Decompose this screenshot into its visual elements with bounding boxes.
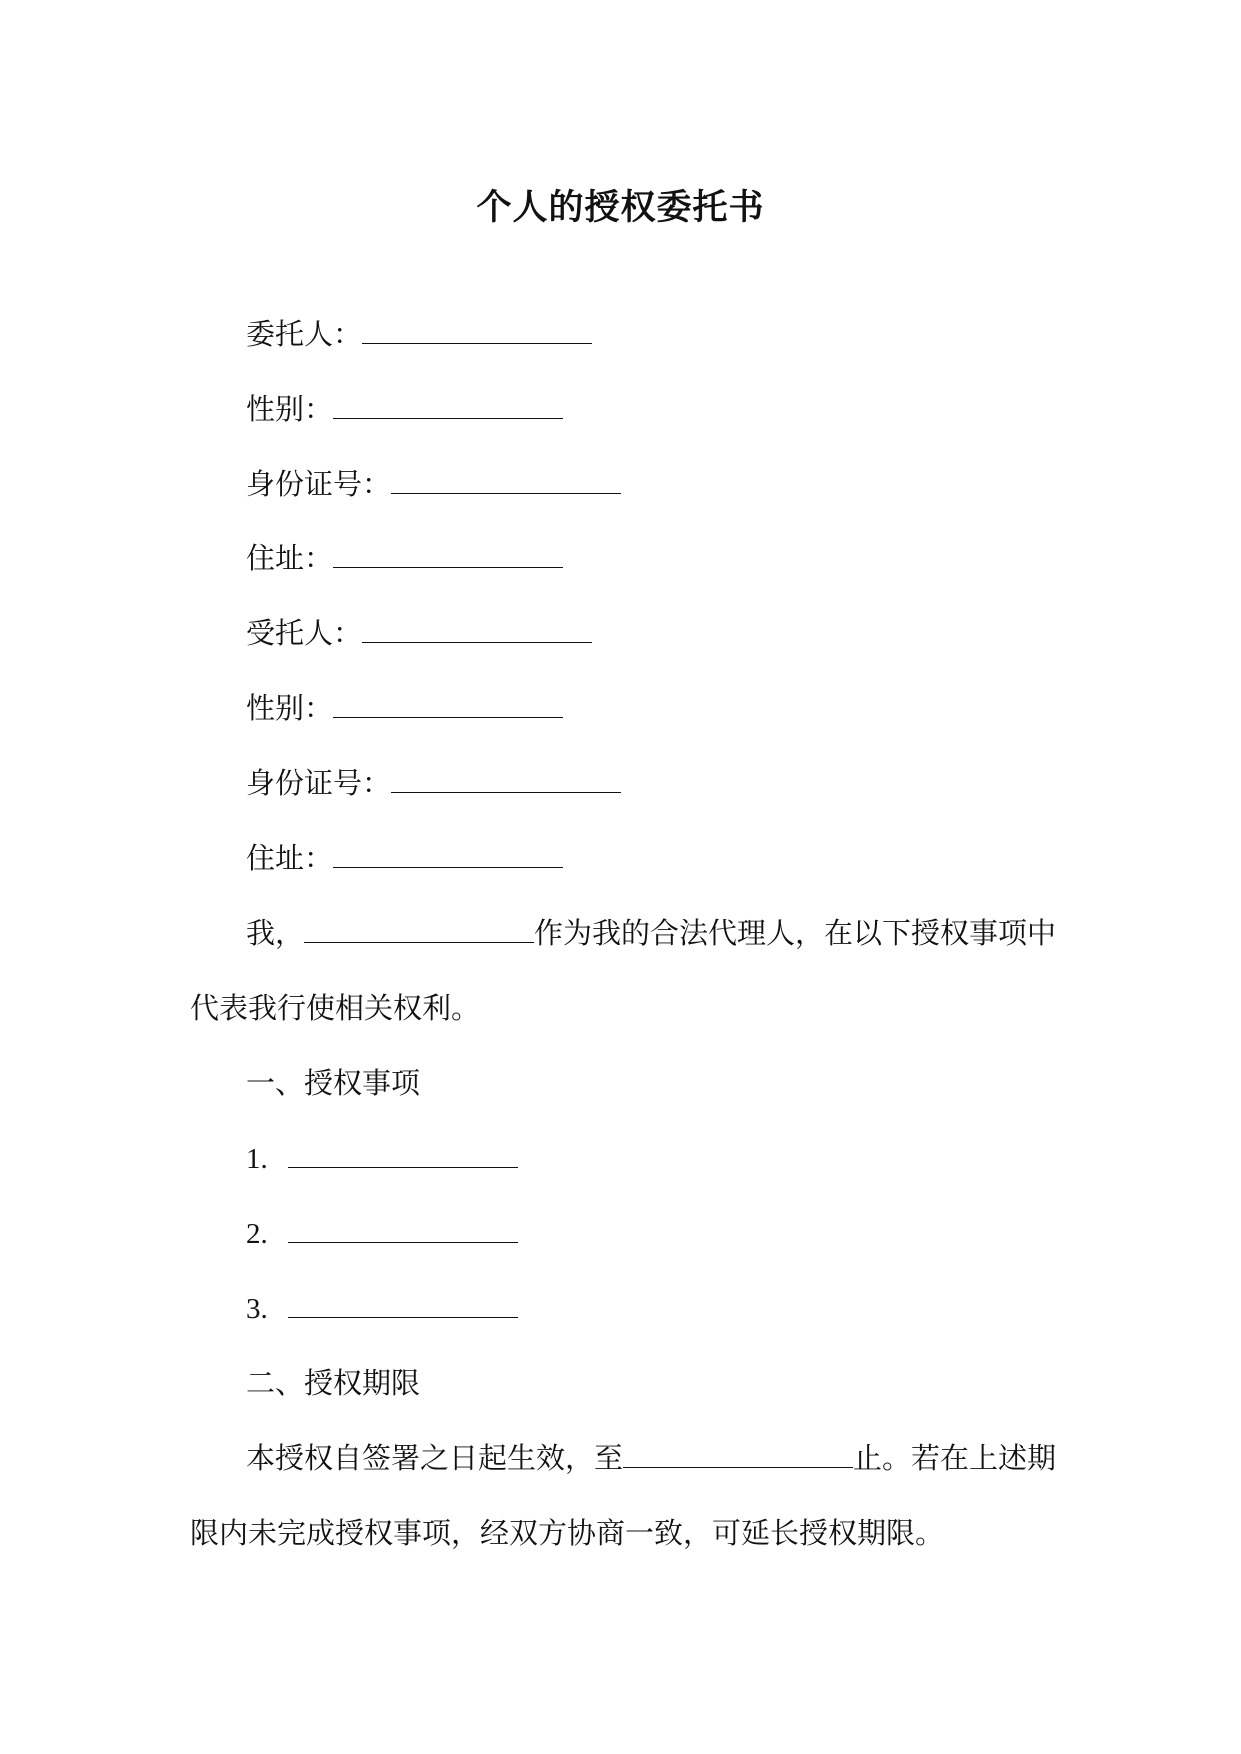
agent-name-blank[interactable]	[362, 614, 592, 643]
section2-heading: 二、授权期限	[246, 1366, 421, 1400]
item-number: 2.	[246, 1218, 268, 1250]
agent-address-label: 住址：	[246, 841, 334, 875]
page-title: 个人的授权委托书	[476, 187, 765, 228]
statement-suffix: 作为我的合法代理人，在以下授权事项中	[534, 916, 1057, 950]
authorized-item-3	[246, 1288, 518, 1329]
item-number: 1.	[246, 1143, 268, 1175]
statement-prefix: 我，	[246, 916, 305, 950]
term-continuation: 限内未完成授权事项，经双方协商一致，可延长授权期限。	[190, 1516, 945, 1550]
term-prefix: 本授权自签署之日起生效，至	[246, 1441, 624, 1475]
item-number: 3.	[246, 1293, 268, 1325]
principal-address-line	[246, 538, 563, 578]
statement-line	[246, 913, 1056, 953]
agent-id-line	[246, 763, 621, 803]
principal-name-line	[246, 314, 592, 354]
agent-name-label: 受托人：	[246, 616, 363, 650]
principal-name-label: 委托人：	[246, 317, 363, 351]
item-blank[interactable]	[288, 1289, 518, 1318]
agent-gender-blank[interactable]	[333, 689, 563, 718]
principal-id-blank[interactable]	[391, 465, 621, 494]
agent-id-label: 身份证号：	[246, 766, 392, 800]
item-blank[interactable]	[288, 1139, 518, 1168]
term-line	[246, 1438, 1056, 1478]
term-end-date-blank[interactable]	[623, 1439, 853, 1468]
principal-gender-line	[246, 389, 563, 429]
term-suffix: 止。若在上述期	[853, 1441, 1057, 1475]
principal-id-label: 身份证号：	[246, 467, 392, 501]
agent-gender-label: 性别：	[246, 691, 334, 725]
agent-gender-line	[246, 688, 563, 728]
agent-id-blank[interactable]	[391, 764, 621, 793]
principal-name-blank[interactable]	[362, 315, 592, 344]
agent-address-line	[246, 838, 563, 878]
authorized-item-2	[246, 1213, 518, 1254]
principal-id-line	[246, 464, 621, 504]
authorized-item-1	[246, 1138, 518, 1179]
statement-continuation: 代表我行使相关权利。	[190, 991, 481, 1025]
statement-agent-blank[interactable]	[304, 914, 534, 943]
agent-address-blank[interactable]	[333, 839, 563, 868]
agent-name-line	[246, 613, 592, 653]
principal-gender-blank[interactable]	[333, 390, 563, 419]
item-blank[interactable]	[288, 1214, 518, 1243]
principal-address-label: 住址：	[246, 541, 334, 575]
section1-heading: 一、授权事项	[246, 1066, 421, 1100]
principal-gender-label: 性别：	[246, 392, 334, 426]
principal-address-blank[interactable]	[333, 539, 563, 568]
